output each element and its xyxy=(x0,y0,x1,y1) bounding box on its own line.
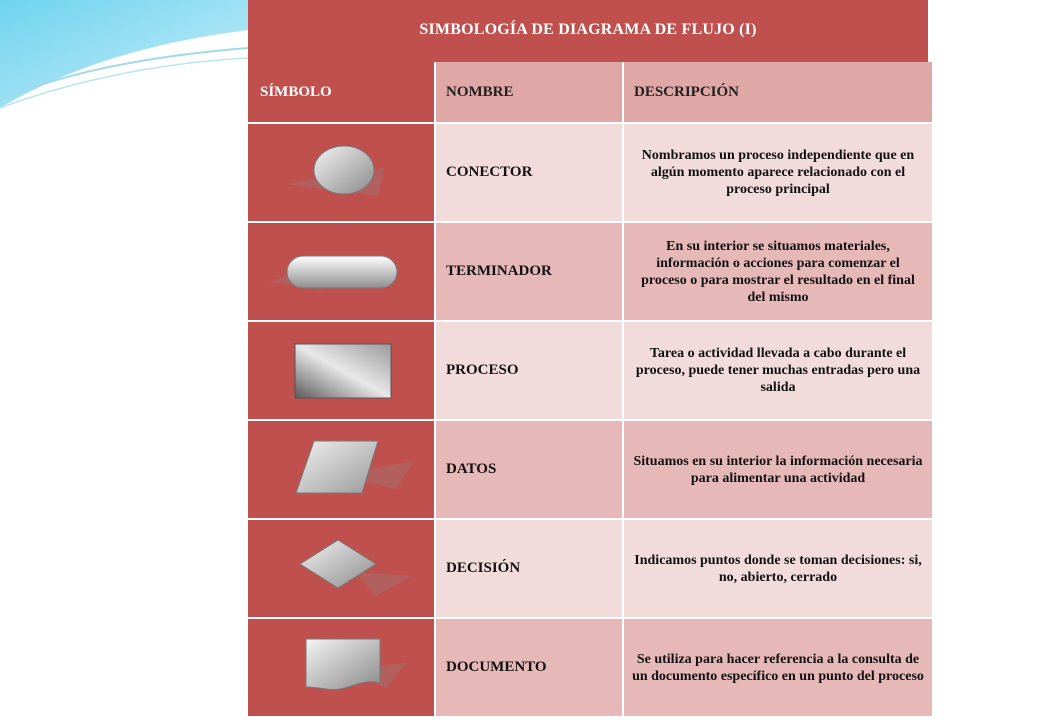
row-name: PROCESO xyxy=(436,322,622,419)
header-description: DESCRIPCIÓN xyxy=(624,62,932,122)
symbol-cell xyxy=(248,421,434,518)
process-rectangle-icon xyxy=(271,336,411,406)
row-description: En su interior se situamos materiales, información o acciones para comenzar el proceso o para mostrar el resultado en el final del mismo xyxy=(624,223,932,320)
decorative-swoosh xyxy=(0,0,260,120)
header-symbol: SÍMBOLO xyxy=(248,62,434,122)
row-description: Indicamos puntos donde se toman decisiones: si, no, abierto, cerrado xyxy=(624,520,932,617)
connector-circle-icon xyxy=(266,138,416,208)
table-grid xyxy=(248,62,928,716)
document-icon xyxy=(266,633,416,703)
row-description: Tarea o actividad llevada a cabo durante el proceso, puede tener muchas entradas pero una salida xyxy=(624,322,932,419)
symbol-cell xyxy=(248,619,434,716)
row-name: CONECTOR xyxy=(436,124,622,221)
data-parallelogram-icon xyxy=(266,435,416,505)
symbol-cell xyxy=(248,124,434,221)
row-name: DOCUMENTO xyxy=(436,619,622,716)
row-name: DATOS xyxy=(436,421,622,518)
decision-diamond-icon xyxy=(266,534,416,604)
symbol-cell xyxy=(248,322,434,419)
symbol-cell xyxy=(248,520,434,617)
row-name: DECISIÓN xyxy=(436,520,622,617)
row-description: Nombramos un proceso independiente que en algún momento aparece relacionado con el proceso principal xyxy=(624,124,932,221)
symbol-cell xyxy=(248,223,434,320)
table-title: SIMBOLOGÍA DE DIAGRAMA DE FLUJO (I) xyxy=(248,0,928,60)
header-name: NOMBRE xyxy=(436,62,622,122)
row-name: TERMINADOR xyxy=(436,223,622,320)
row-description: Se utiliza para hacer referencia a la consulta de un documento específico en un punto del proceso xyxy=(624,619,932,716)
terminator-pill-icon xyxy=(261,242,421,302)
flowchart-symbols-table xyxy=(248,0,928,716)
row-description: Situamos en su interior la información necesaria para alimentar una actividad xyxy=(624,421,932,518)
